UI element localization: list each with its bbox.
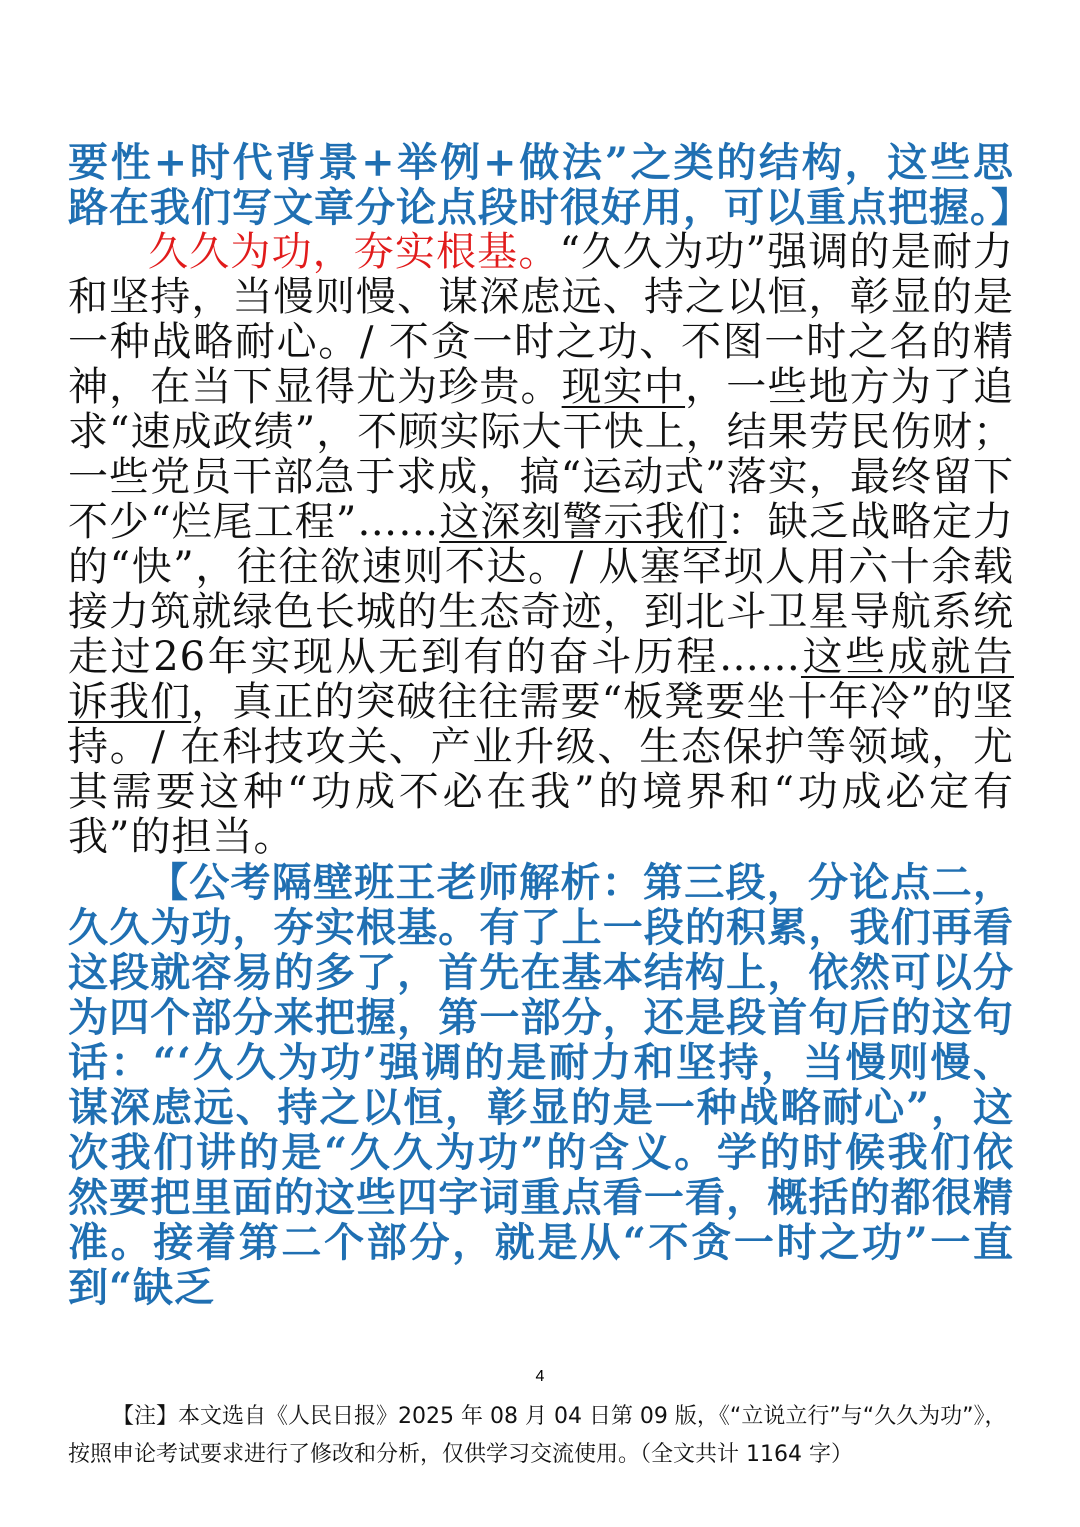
argument-paragraph — [68, 230, 1014, 860]
sub-argument-heading: 久久为功，夯实根基。 — [148, 229, 560, 275]
paragraph-text-segment: ，真正的突破往往需要“板凳要坐十年冷”的坚持。/ 在科技攻关、产业升级、生态保护等领域，尤其需要这种“功成不必在我”的境界和“功成必定有我”的担当。 — [68, 679, 1015, 860]
source-footnote: 【注】本文选自《人民日报》2025 年 08 月 04 日第 09 版，《“立说立行”与“久久为功”》，按照申论考试要求进行了修改和分析，仅供学习交流使用。（全文共计 1164 字） — [68, 1404, 1007, 1467]
page-number: 4 — [535, 1368, 545, 1385]
paragraph-text-segment: “久久为功”强调的是耐力和坚持，当慢则慢、谋深虑远、持之以恒，彰显的是一种战略耐心。/ 不贪一时之功、不图一时之名的精神，在当下显得尤为珍贵。 — [68, 229, 1015, 410]
paragraph-text-segment: ：缺乏战略定力的“快”，往往欲速则不达。/ 从塞罕坝人用六十余载接力筑就绿色长城的生态奇迹，到北斗卫星导航系统走过26年实现从无到有的奋斗历程…… — [68, 499, 1014, 680]
paragraph-text-segment: ，一些地方为了追求“速成政绩”，不顾实际大干快上，结果劳民伤财；一些党员干部急于求成，搞“运动式”落实，最终留下不少“烂尾工程”…… — [68, 364, 1015, 545]
analysis-continuation-paragraph: 要性+时代背景+举例+做法”之类的结构，这些思路在我们写文章分论点段时很好用，可以重点把握。】 — [68, 139, 1032, 231]
underlined-phrase: 这深刻警示我们 — [439, 499, 727, 545]
document-body — [68, 139, 1032, 1311]
analysis-paragraph: 【公考隔壁班王老师解析：第三段，分论点二，久久为功，夯实根基。有了上一段的积累，我们再看这段就容易的多了，首先在基本结构上，依然可以分为四个部分来把握，第一部分，还是段首句后的这句话：“‘久久为功’强调的是耐力和坚持，当慢则慢、谋深虑远、持之以恒，彰显的是一种战略耐心”，这次我们讲的是“久久为功”的含义。学的时候我们依然要把里面的这些四字词重点看一看，概括的都很精准。接着第二个部分，就是从“不贪一时之功”一直到“缺乏 — [68, 859, 1014, 1311]
underlined-phrase: 这些成就告诉我们 — [68, 634, 1014, 725]
underlined-phrase: 现实中 — [561, 364, 686, 410]
